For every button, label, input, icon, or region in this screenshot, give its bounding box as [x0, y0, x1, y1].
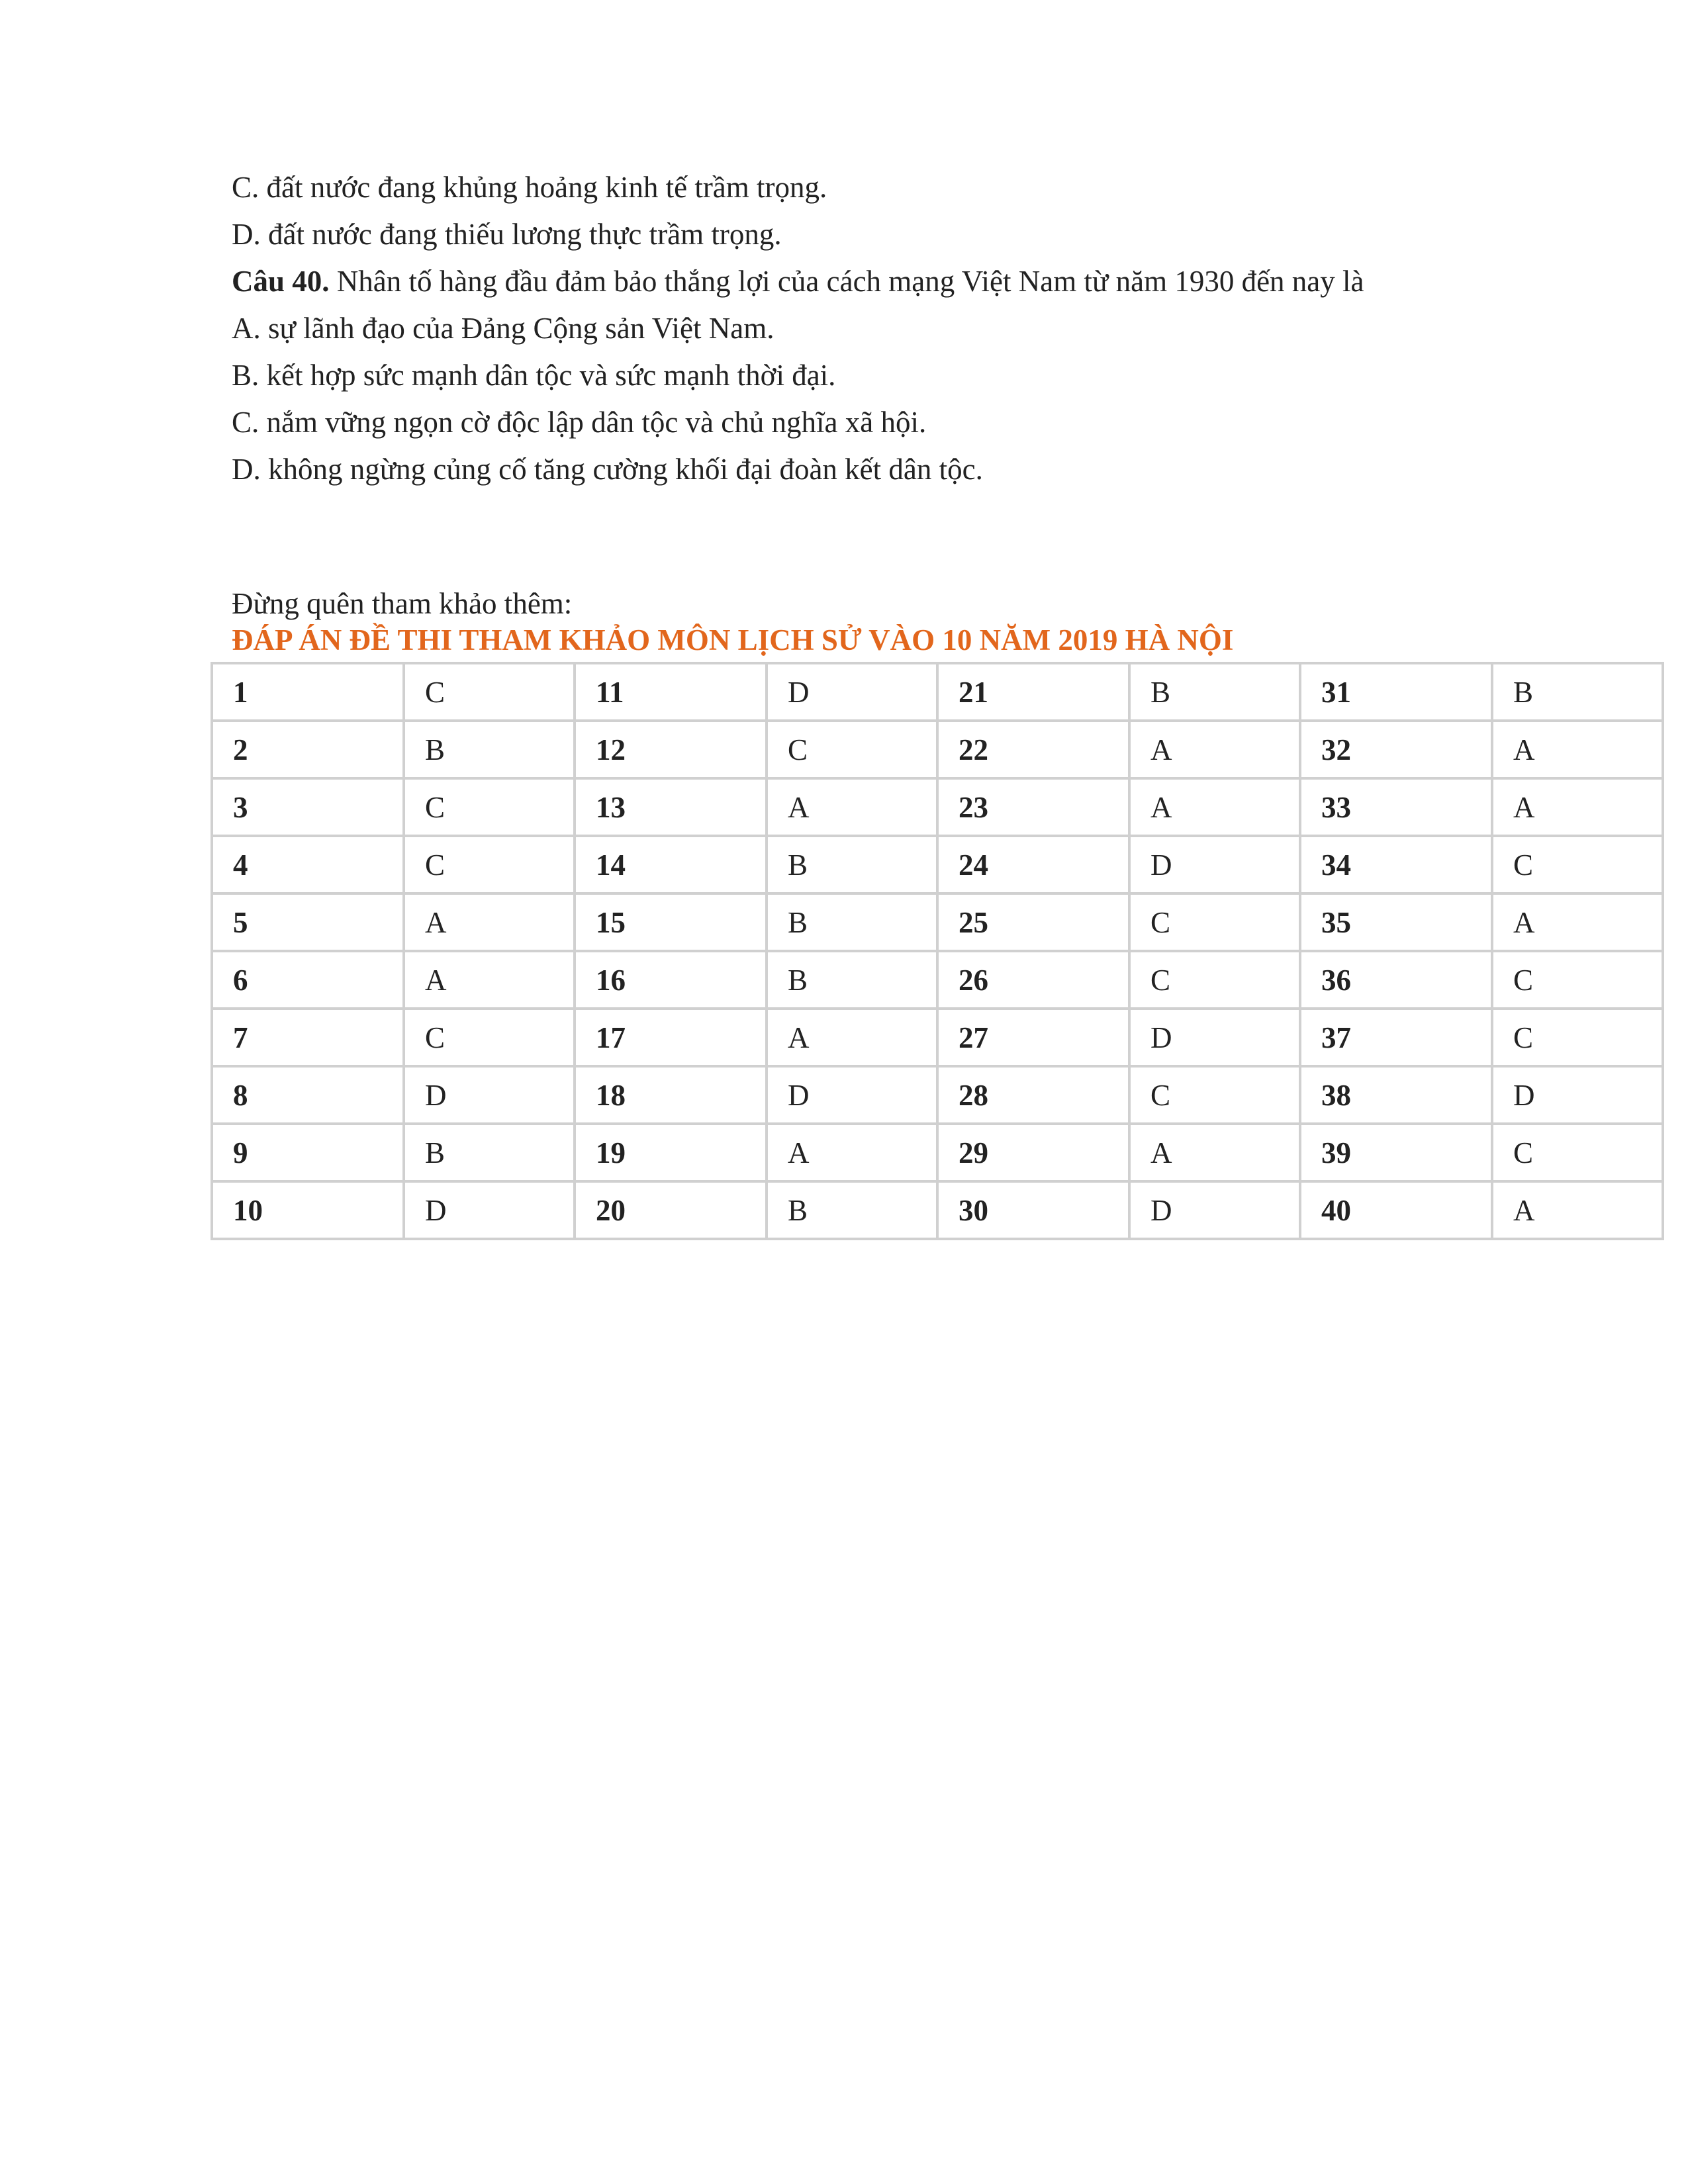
- answer-cell: C: [1492, 836, 1663, 893]
- option-a-q40: A. sự lãnh đạo của Đảng Cộng sản Việt Nam.: [232, 312, 774, 345]
- answer-cell: C: [404, 663, 575, 721]
- question-number-cell: 15: [575, 893, 767, 951]
- option-d-q40: D. không ngừng củng cố tăng cường khối đại đoàn kết dân tộc.: [232, 453, 983, 486]
- question-number-cell: 36: [1300, 951, 1492, 1009]
- question-40: [232, 258, 1556, 305]
- answer-cell: A: [1129, 721, 1300, 778]
- answer-cell: A: [1492, 893, 1663, 951]
- reference-note: Đừng quên tham khảo thêm:: [232, 587, 573, 620]
- answer-cell: B: [1129, 663, 1300, 721]
- answer-cell: A: [767, 1009, 937, 1066]
- question-number-cell: 8: [212, 1066, 404, 1124]
- answer-cell: A: [1492, 1181, 1663, 1239]
- answer-cell: A: [1129, 1124, 1300, 1181]
- table-row: [212, 663, 1663, 721]
- question-number-cell: 32: [1300, 721, 1492, 778]
- answer-cell: A: [404, 893, 575, 951]
- question-number-cell: 22: [937, 721, 1129, 778]
- option-d-q39: D. đất nước đang thiếu lương thực trầm trọng.: [232, 218, 782, 251]
- table-row: [212, 721, 1663, 778]
- table-row: [212, 836, 1663, 893]
- answer-cell: D: [404, 1181, 575, 1239]
- answer-cell: D: [1129, 1181, 1300, 1239]
- answer-cell: D: [1492, 1066, 1663, 1124]
- question-number-cell: 5: [212, 893, 404, 951]
- question-number-cell: 37: [1300, 1009, 1492, 1066]
- question-40-label: Câu 40.: [232, 265, 330, 298]
- answer-cell: A: [767, 778, 937, 836]
- question-number-cell: 38: [1300, 1066, 1492, 1124]
- question-number-cell: 33: [1300, 778, 1492, 836]
- question-number-cell: 39: [1300, 1124, 1492, 1181]
- option-c-q40: C. nắm vững ngọn cờ độc lập dân tộc và chủ nghĩa xã hội.: [232, 406, 927, 439]
- question-number-cell: 19: [575, 1124, 767, 1181]
- answer-cell: A: [1492, 778, 1663, 836]
- answer-cell: C: [1129, 893, 1300, 951]
- answer-cell: C: [404, 778, 575, 836]
- table-row: [212, 1124, 1663, 1181]
- answer-key-heading: ĐÁP ÁN ĐỀ THI THAM KHẢO MÔN LỊCH SỬ VÀO 10 NĂM 2019 HÀ NỘI: [232, 623, 1234, 657]
- answer-key-body: [212, 663, 1663, 1239]
- answer-cell: C: [767, 721, 937, 778]
- answer-cell: A: [1129, 778, 1300, 836]
- answer-cell: B: [767, 836, 937, 893]
- question-number-cell: 7: [212, 1009, 404, 1066]
- question-number-cell: 18: [575, 1066, 767, 1124]
- question-number-cell: 28: [937, 1066, 1129, 1124]
- question-number-cell: 24: [937, 836, 1129, 893]
- table-row: [212, 778, 1663, 836]
- question-number-cell: 34: [1300, 836, 1492, 893]
- answer-key-table: [211, 662, 1664, 1240]
- table-row: [212, 1181, 1663, 1239]
- question-number-cell: 26: [937, 951, 1129, 1009]
- question-number-cell: 6: [212, 951, 404, 1009]
- answer-cell: C: [1129, 951, 1300, 1009]
- answer-cell: A: [404, 951, 575, 1009]
- answer-cell: C: [1492, 1124, 1663, 1181]
- question-number-cell: 3: [212, 778, 404, 836]
- question-number-cell: 1: [212, 663, 404, 721]
- reference-note-block: [232, 585, 1589, 658]
- question-number-cell: 31: [1300, 663, 1492, 721]
- question-number-cell: 11: [575, 663, 767, 721]
- answer-cell: D: [767, 1066, 937, 1124]
- option-c-q39: C. đất nước đang khủng hoảng kinh tế trầm trọng.: [232, 171, 827, 204]
- question-number-cell: 21: [937, 663, 1129, 721]
- question-number-cell: 16: [575, 951, 767, 1009]
- answer-cell: C: [1129, 1066, 1300, 1124]
- question-number-cell: 17: [575, 1009, 767, 1066]
- answer-cell: A: [767, 1124, 937, 1181]
- answer-cell: B: [404, 1124, 575, 1181]
- answer-cell: A: [1492, 721, 1663, 778]
- question-number-cell: 30: [937, 1181, 1129, 1239]
- question-number-cell: 9: [212, 1124, 404, 1181]
- question-40-text: Nhân tố hàng đầu đảm bảo thắng lợi của cách mạng Việt Nam từ năm 1930 đến nay là: [329, 265, 1364, 298]
- table-row: [212, 951, 1663, 1009]
- table-row: [212, 1009, 1663, 1066]
- answer-cell: B: [767, 1181, 937, 1239]
- question-number-cell: 4: [212, 836, 404, 893]
- question-number-cell: 2: [212, 721, 404, 778]
- answer-cell: C: [1492, 951, 1663, 1009]
- answer-cell: D: [1129, 836, 1300, 893]
- question-number-cell: 29: [937, 1124, 1129, 1181]
- table-row: [212, 1066, 1663, 1124]
- question-number-cell: 35: [1300, 893, 1492, 951]
- table-row: [212, 893, 1663, 951]
- question-number-cell: 14: [575, 836, 767, 893]
- answer-cell: C: [404, 836, 575, 893]
- answer-cell: D: [767, 663, 937, 721]
- answer-cell: B: [767, 951, 937, 1009]
- question-number-cell: 27: [937, 1009, 1129, 1066]
- answer-cell: D: [404, 1066, 575, 1124]
- question-number-cell: 10: [212, 1181, 404, 1239]
- answer-cell: B: [767, 893, 937, 951]
- question-number-cell: 23: [937, 778, 1129, 836]
- question-number-cell: 20: [575, 1181, 767, 1239]
- question-text-block: [232, 164, 1556, 493]
- answer-cell: C: [404, 1009, 575, 1066]
- question-number-cell: 40: [1300, 1181, 1492, 1239]
- answer-cell: C: [1492, 1009, 1663, 1066]
- question-number-cell: 13: [575, 778, 767, 836]
- question-number-cell: 25: [937, 893, 1129, 951]
- question-number-cell: 12: [575, 721, 767, 778]
- answer-cell: B: [404, 721, 575, 778]
- option-b-q40: B. kết hợp sức mạnh dân tộc và sức mạnh thời đại.: [232, 359, 836, 392]
- answer-cell: B: [1492, 663, 1663, 721]
- answer-cell: D: [1129, 1009, 1300, 1066]
